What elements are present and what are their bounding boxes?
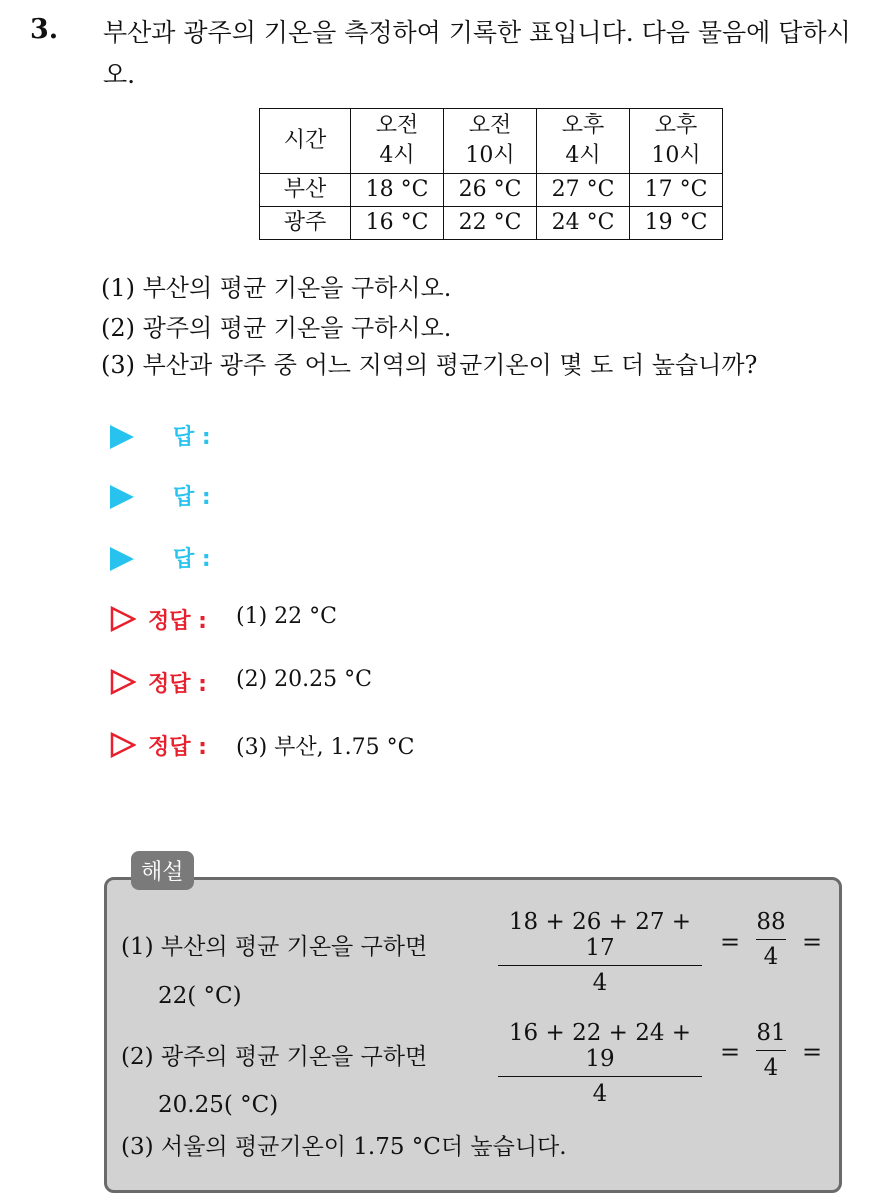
question-text: 부산과 광주의 기온을 측정하여 기록한 표입니다. 다음 물음에 답하시오. — [103, 18, 851, 89]
explanation-fraction-1: 18 + 26 + 27 + 17 4 — [498, 909, 702, 996]
table-cell: 22 °C — [444, 207, 537, 240]
play-arrow-icon — [110, 485, 134, 509]
subquestion-1: (1) 부산의 평균 기온을 구하시오. — [101, 274, 452, 302]
correct-label: 정답 : — [148, 672, 207, 697]
equals-sign: = — [802, 1038, 823, 1066]
correct-value: (2) 20.25 °C — [236, 667, 372, 692]
explanation-result-1: 22( °C) — [158, 983, 242, 1009]
question-number: 3. — [30, 14, 59, 45]
explanation-result-2: 20.25( °C) — [158, 1092, 279, 1118]
outline-triangle-icon — [110, 669, 136, 695]
table-cell: 19 °C — [630, 207, 723, 240]
table-row — [260, 207, 723, 240]
correct-label: 정답 : — [148, 609, 207, 634]
table-row — [260, 174, 723, 207]
outline-triangle-icon — [110, 732, 136, 758]
table-header-label: 시간 — [260, 109, 351, 174]
table-cell: 16 °C — [351, 207, 444, 240]
table-column-header: 오후 10시 — [630, 109, 723, 174]
correct-value: (1) 22 °C — [236, 604, 337, 629]
subquestion-2: (2) 광주의 평균 기온을 구하시오. — [101, 314, 452, 342]
answer-label: 답 : — [173, 547, 211, 572]
explanation-line-3: (3) 서울의 평균기온이 1.75 °C더 높습니다. — [121, 1134, 567, 1160]
table-cell: 27 °C — [537, 174, 630, 207]
equals-sign: = — [802, 928, 823, 956]
explanation-line-2: (2) 광주의 평균 기온을 구하면 — [121, 1044, 428, 1070]
explanation-fraction-1b: 88 4 — [756, 909, 786, 970]
row-label-busan: 부산 — [260, 174, 351, 207]
correct-value: (3) 부산, 1.75 °C — [236, 735, 415, 760]
answer-label: 답 : — [173, 485, 211, 510]
answer-field-2[interactable] — [110, 484, 211, 510]
answer-label: 답 : — [173, 425, 211, 450]
table-cell: 18 °C — [351, 174, 444, 207]
table-cell: 26 °C — [444, 174, 537, 207]
table-cell: 24 °C — [537, 207, 630, 240]
explanation-tag: 해설 — [131, 851, 194, 890]
equals-sign: = — [720, 928, 741, 956]
table-column-header: 오후 4시 — [537, 109, 630, 174]
answer-field-1[interactable] — [110, 424, 211, 450]
table-column-header: 오전 10시 — [444, 109, 537, 174]
outline-triangle-icon — [110, 606, 136, 632]
play-arrow-icon — [110, 547, 134, 571]
temperature-table — [259, 108, 723, 240]
explanation-fraction-2: 16 + 22 + 24 + 19 4 — [498, 1020, 702, 1107]
equals-sign: = — [720, 1038, 741, 1066]
table-column-header: 오전 4시 — [351, 109, 444, 174]
table-cell: 17 °C — [630, 174, 723, 207]
answer-field-3[interactable] — [110, 546, 211, 572]
correct-label: 정답 : — [148, 735, 207, 760]
play-arrow-icon — [110, 425, 134, 449]
subquestion-3: (3) 부산과 광주 중 어느 지역의 평균기온이 몇 도 더 높습니까? — [101, 351, 758, 379]
explanation-fraction-2b: 81 4 — [756, 1020, 786, 1081]
row-label-gwangju: 광주 — [260, 207, 351, 240]
explanation-line-1: (1) 부산의 평균 기온을 구하면 — [121, 934, 428, 960]
